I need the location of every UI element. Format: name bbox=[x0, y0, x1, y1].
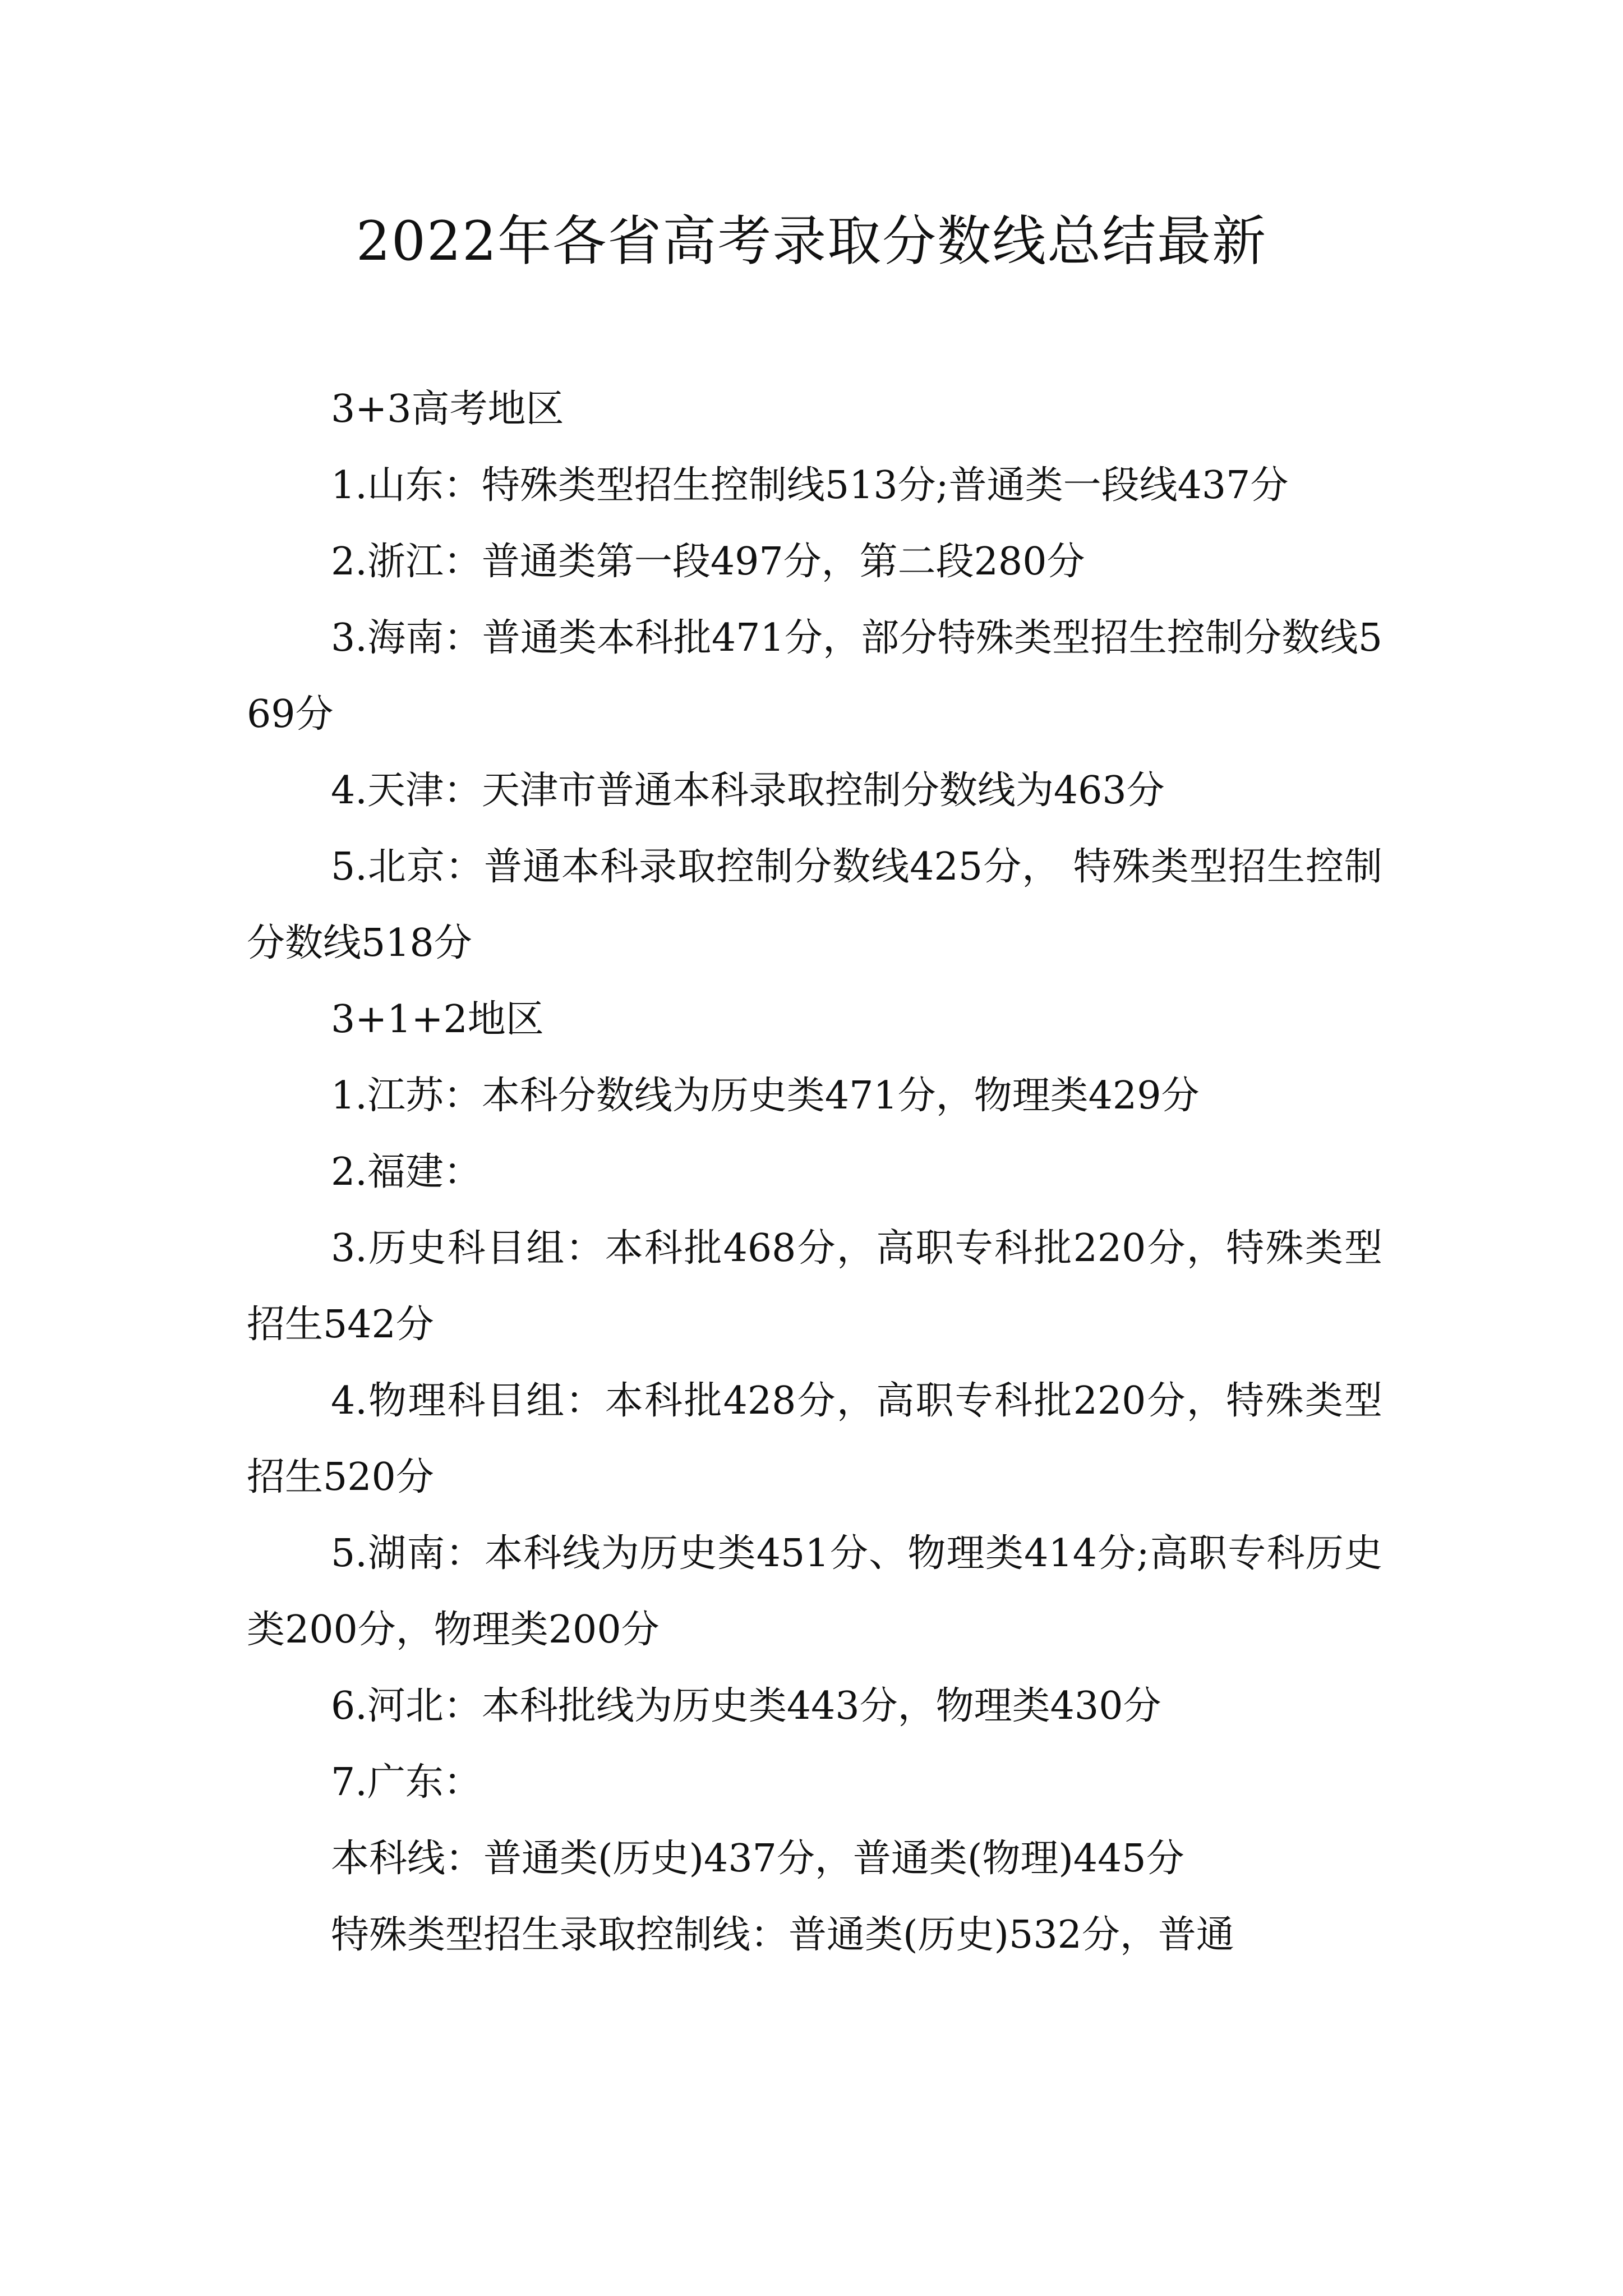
section-heading-3-3: 3+3高考地区 bbox=[331, 387, 564, 431]
paragraph-fujian: 2.福建： bbox=[331, 1150, 482, 1194]
document-title: 2022年各省高考录取分数线总结最新 bbox=[356, 210, 1267, 273]
paragraph-zhejiang: 2.浙江：普通类第一段497分，第二段280分 bbox=[331, 540, 1085, 584]
paragraph-jiangsu: 1.江苏：本科分数线为历史类471分，物理类429分 bbox=[331, 1074, 1200, 1118]
paragraph-guangdong-special: 特殊类型招生录取控制线：普通类(历史)532分，普通 bbox=[331, 1913, 1234, 1957]
paragraph-hainan: 3.海南：普通类本科批471分，部分特殊类型招生控制分数线569分 bbox=[247, 616, 1382, 737]
paragraph-history-group: 3.历史科目组：本科批468分，高职专科批220分，特殊类型招生542分 bbox=[247, 1226, 1382, 1347]
paragraph-hebei: 6.河北：本科批线为历史类443分，物理类430分 bbox=[331, 1684, 1161, 1728]
paragraph-hunan: 5.湖南：本科线为历史类451分、物理类414分;高职专科历史类200分，物理类200分 bbox=[247, 1531, 1382, 1652]
paragraph-shandong: 1.山东：特殊类型招生控制线513分;普通类一段线437分 bbox=[331, 463, 1289, 508]
paragraph-tianjin: 4.天津：天津市普通本科录取控制分数线为463分 bbox=[331, 769, 1165, 813]
paragraph-guangdong: 7.广东： bbox=[331, 1760, 482, 1805]
paragraph-beijing: 5.北京：普通本科录取控制分数线425分， 特殊类型招生控制分数线518分 bbox=[247, 845, 1382, 965]
paragraph-physics-group: 4.物理科目组：本科批428分，高职专科批220分，特殊类型招生520分 bbox=[247, 1379, 1382, 1499]
section-heading-3-1-2: 3+1+2地区 bbox=[331, 997, 544, 1042]
document-body bbox=[247, 371, 1382, 1973]
paragraph-guangdong-undergrad: 本科线：普通类(历史)437分，普通类(物理)445分 bbox=[331, 1837, 1184, 1881]
